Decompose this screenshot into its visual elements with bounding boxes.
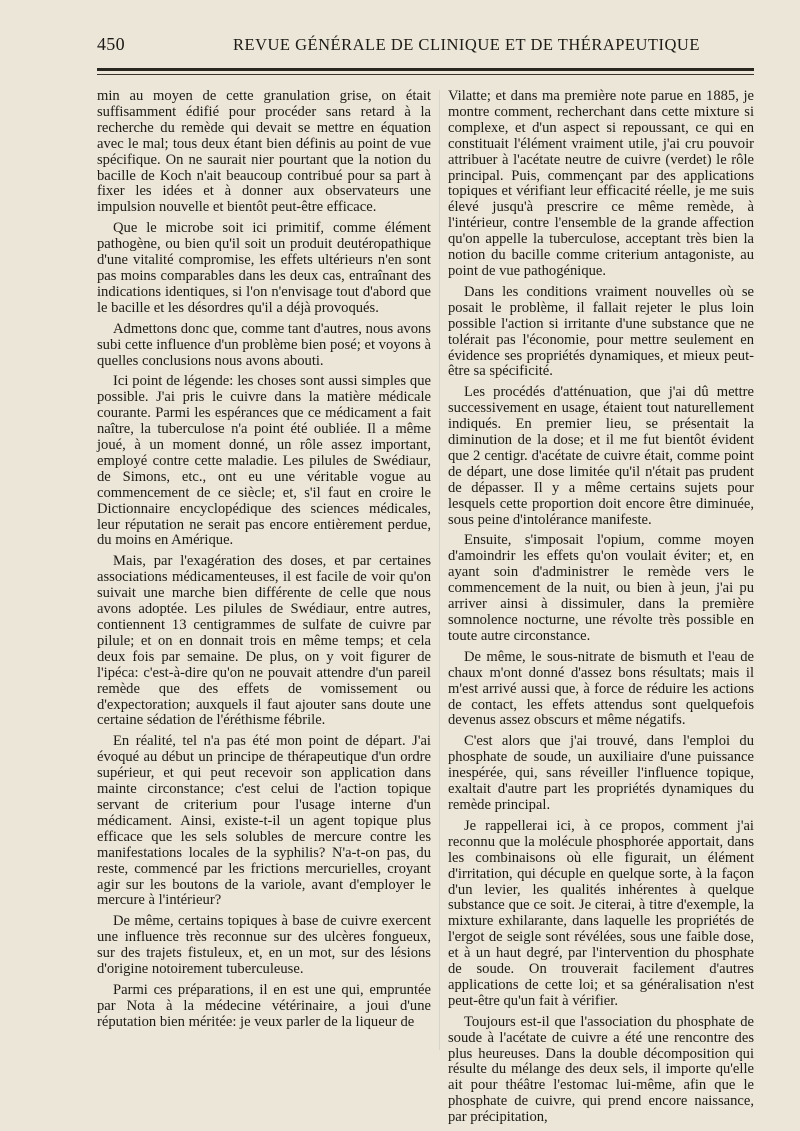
page-header bbox=[97, 34, 754, 56]
paragraph: min au moyen de cette granulation grise, on était suffisamment édifié pour procéder sans retard à la recherche du remède qui devait se mettre en équation avec le mal; tous deux étant bien définis au point de vue spécifique. On ne saurait nier pourtant que la notion du bacille de Koch n'ait beaucoup contribué pour sa part à fixer les idées et à donner aux observateurs une impulsion nouvelle et bientôt peut-être efficace. bbox=[97, 88, 431, 216]
paragraph: Dans les conditions vraiment nouvelles où se posait le problème, il fallait rejeter le plus loin possible l'action si irritante d'une substance que ne tolérait pas l'économie, pour mettre seulement en évidence ses propriétés dynamiques, et mieux peut-être sa spécificité. bbox=[448, 283, 754, 380]
paragraph: Ici point de légende: les choses sont aussi simples que possible. J'ai pris le cuivre dans la matière médicale courante. Parmi les espérances que ce médicament a fait naître, la tuberculose n'a point été oubliée. Il a même joué, à un moment donné, un rôle assez important, employé contre cette maladie. Les pilules de Swédiaur, de Simons, etc., ont eu une véritable vogue au commencement de ce siècle; et, s'il faut en croire le Dictionnaire encyclopédique des sciences médicales, leur réputation ne serait pas encore entièrement perdue, du moins en Amérique. bbox=[97, 373, 431, 549]
paragraph: Vilatte; et dans ma première note parue en 1885, je montre comment, recherchant dans cette mixture si complexe, et d'un aspect si repoussant, ce qui en constituait l'élément vraiment utile, j'ai cru pouvoir attribuer à l'acétate neutre de cuivre (verdet) le rôle principal. Puis, commençant par des applications topiques et vérifiant leur efficacité réelle, je me suis élevé jusqu'à prescrire ce même remède, à l'intérieur, contre l'ensemble de la grande affection qu'on appelle la tuberculose, acceptant très bien la notion du bacille comme criterium antagoniste, au point de vue pathogénique. bbox=[448, 88, 754, 279]
paragraph: Mais, par l'exagération des doses, et par certaines associations médicamenteuses, il est facile de voir qu'on suivait une marche bien différente de celle que nous avons adoptée. Les pilules de Swédiaur, entre autres, contiennent 13 centigrammes de sulfate de cuivre par pilule; et on en donnait trois en même temps; et cela deux fois par semaine. De plus, on y voit figurer de l'ipéca: c'est-à-dire qu'on ne pouvait attendre d'un pareil remède que des effets de vomissement ou d'expectoration; auxquels il faut ajouter sans doute une certaine sédation de l'éréthisme fébrile. bbox=[97, 553, 431, 729]
column-divider bbox=[439, 90, 440, 1050]
paragraph: Que le microbe soit ici primitif, comme élément pathogène, ou bien qu'il soit un produit deutéropathique d'une vitalité compromise, les effets ultérieurs n'en sont pas moins comparables dans les deux cas, entraînant des indications identiques, si l'on n'envisage tout d'abord que le bacille et les désordres qu'il a déjà provoqués. bbox=[97, 220, 431, 316]
left-column bbox=[97, 89, 431, 1036]
paragraph: Toujours est-il que l'association du phosphate de soude à l'acétate de cuivre a été une rencontre des plus heureuses. Dans la double décomposition qui résulte du mélange des deux sels, il importe qu'elle ait pour théâtre l'estomac lui-même, afin que le phosphate de cuivre, qui prend encore naissance, par précipitation, bbox=[448, 1013, 754, 1126]
paragraph: Les procédés d'atténuation, que j'ai dû mettre successivement en usage, étaient tout naturellement indiqués. En premier lieu, se présentait la diminution de la dose; et il me fut bientôt évident que 2 centigr. d'acétate de cuivre était, comme point de départ, une dose limitée qu'il n'était pas prudent de dépasser. Il y a même certains sujets pour lesquels cette proportion doit encore être diminuée, sous peine d'intolérance manifeste. bbox=[448, 384, 754, 528]
paragraph: Parmi ces préparations, il en est une qui, empruntée par Nota à la médecine vétérinaire, a joui d'une réputation bien méritée: je veux parler de la liqueur de bbox=[97, 981, 431, 1030]
paragraph: De même, certains topiques à base de cuivre exercent une influence très reconnue sur des ulcères fongueux, sur des trajets fistuleux, et, en un mot, sur des lésions d'origine notoirement tuberculeuse. bbox=[97, 913, 431, 978]
header-rule-thin bbox=[97, 74, 754, 75]
paragraph: De même, le sous-nitrate de bismuth et l'eau de chaux m'ont donné d'assez bons résultats; mais il m'est arrivé aussi que, à force de réduire les actions de contact, les effets attendus sont quelquefois devenus assez obscurs et même négatifs. bbox=[448, 648, 754, 729]
paragraph: Je rappellerai ici, à ce propos, comment j'ai reconnu que la molécule phosphorée apportait, dans les combinaisons où elle figurait, un élément d'irritation, qui décuple en quelque sorte, à la façon d'un levier, les qualités inhérentes à quelque substance que ce soit. Je citerai, à titre d'exemple, la mixture exhilarante, dans laquelle les propriétés de l'ergot de seigle sont révélées, sous une faible dose, et à un haut degré, par l'intervention du phosphate de soude. On trouverait facilement d'autres applications de cette loi; et sa généralisation n'est peut-être qu'un fait à vérifier. bbox=[448, 817, 754, 1009]
paragraph: En réalité, tel n'a pas été mon point de départ. J'ai évoqué au début un principe de thérapeutique d'un ordre supérieur, et qui peut recevoir son application dans mainte circonstance; c'est celui de l'action topique servant de criterium pour l'usage interne d'un médicament. Ainsi, existe-t-il un agent topique plus efficace que les sels solubles de mercure contre les manifestations locales de la syphilis? N'a-t-on pas, du reste, commencé par les frictions mercurielles, croyant agir sur les boutons de la variole, avant d'employer le mercure à l'intérieur? bbox=[97, 733, 431, 909]
page-number: 450 bbox=[97, 34, 125, 54]
running-title: REVUE GÉNÉRALE DE CLINIQUE ET DE THÉRAPEUTIQUE bbox=[233, 35, 700, 54]
paragraph: Ensuite, s'imposait l'opium, comme moyen d'amoindrir les effets qu'on voulait éviter; et, en ayant soin d'administrer le remède vers le commencement de la nuit, ou bien à jeun, j'ai pu arriver ainsi à dissimuler, dans la première somnolence nocturne, une révolte très possible en toute autre circonstance. bbox=[448, 532, 754, 644]
paragraph: Admettons donc que, comme tant d'autres, nous avons subi cette influence d'un problème bien posé; et voyons à quelles conclusions nous avons abouti. bbox=[97, 320, 431, 369]
header-rule bbox=[97, 68, 754, 71]
right-column bbox=[448, 89, 754, 1131]
paragraph: C'est alors que j'ai trouvé, dans l'emploi du phosphate de soude, un auxiliaire d'une puissance inespérée, qui, sans réveiller l'influence topique, exaltait d'autre part les propriétés dynamiques du remède principal. bbox=[448, 733, 754, 813]
